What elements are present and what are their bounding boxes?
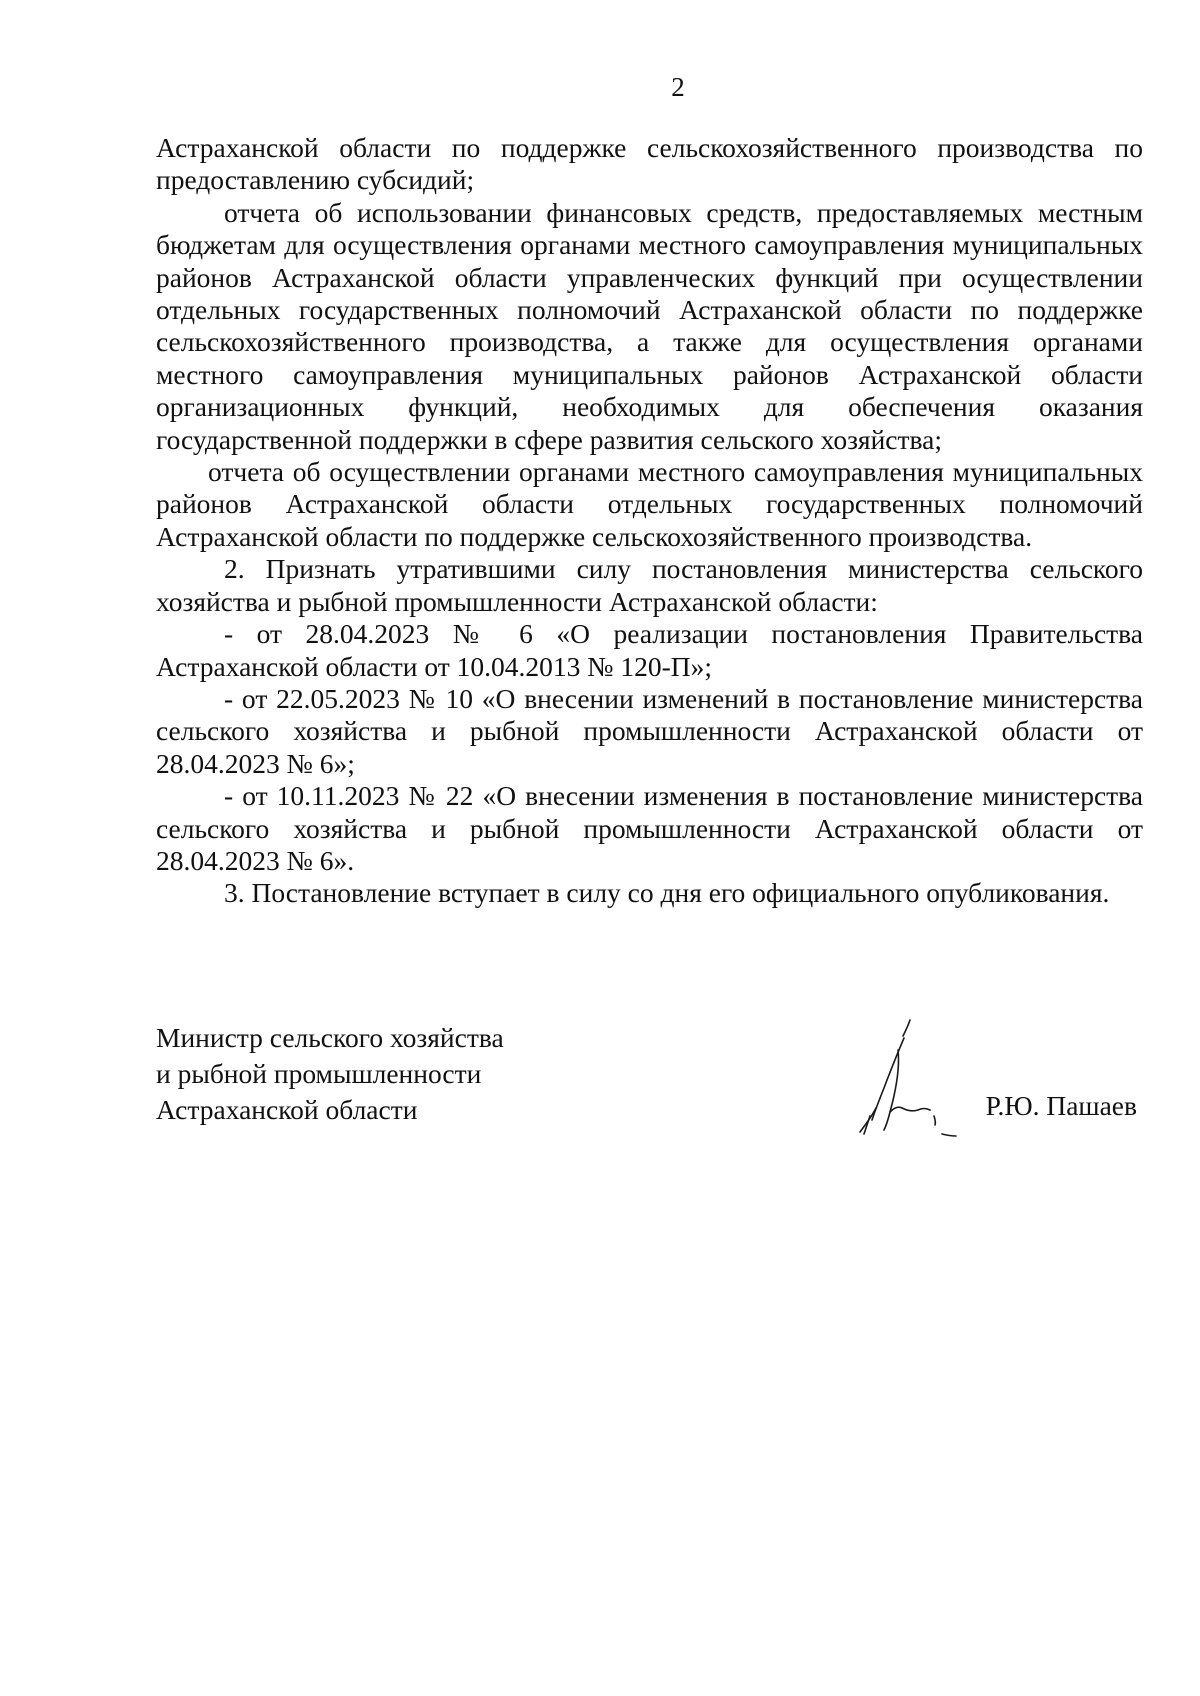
paragraph-item-2: 2. Признать утратившими силу постановления министерства сельского хозяйства и рыбной промышленности Астраханской области:	[156, 553, 1143, 617]
signatory-position-line: Министр сельского хозяйства	[156, 1022, 504, 1053]
handwritten-signature	[846, 1016, 966, 1146]
signatory-name: Р.Ю. Пашаев	[985, 1090, 1137, 1121]
signatory-position	[156, 1020, 504, 1128]
signature-block	[156, 1020, 1143, 1160]
signatory-position-line: Астраханской области	[156, 1094, 418, 1125]
document-body	[156, 132, 1143, 910]
paragraph-repeal-2: - от 22.05.2023 № 10 «О внесении изменений в постановление министерства сельского хозяйства и рыбной промышленности Астраханской области от 28.04.2023 № 6»;	[156, 682, 1143, 779]
paragraph-repeal-1: - от 28.04.2023 № 6 «О реализации постановления Правительства Астраханской области от 10.04.2013 № 120-П»;	[156, 618, 1143, 682]
paragraph-item-3: 3. Постановление вступает в силу со дня его официального опубликования.	[224, 877, 1110, 909]
signatory-position-line: и рыбной промышленности	[156, 1058, 482, 1089]
page-number: 2	[671, 72, 685, 102]
paragraph-repeal-3: - от 10.11.2023 № 22 «О внесении изменения в постановление министерства сельского хозяйства и рыбной промышленности Астраханской области от 28.04.2023 № 6».	[156, 780, 1143, 876]
paragraph-financial-report: отчета об использовании финансовых средств, предоставляемых местным бюджетам для осуществления органами местного самоуправления муниципальных районов Астраханской области управленческих функций при осуществлении отдельных государственных полномочий Астраханской области по поддержке сельскохозяйственного производства, а также для осуществления органами местного самоуправления муниципальных районов Астраханской области организационных функций, необходимых для обеспечения оказания государственной поддержки в сфере развития сельского хозяйства;	[156, 196, 1143, 455]
paragraph-subsidies-ending: Астраханской области по поддержке сельскохозяйственного производства по предоставлению субсидий;	[156, 132, 1143, 196]
paragraph-powers-report: отчета об осуществлении органами местного самоуправления муниципальных районов Астраханской области отдельных государственных полномочий Астраханской области по поддержке сельскохозяйственного производства.	[156, 456, 1143, 552]
